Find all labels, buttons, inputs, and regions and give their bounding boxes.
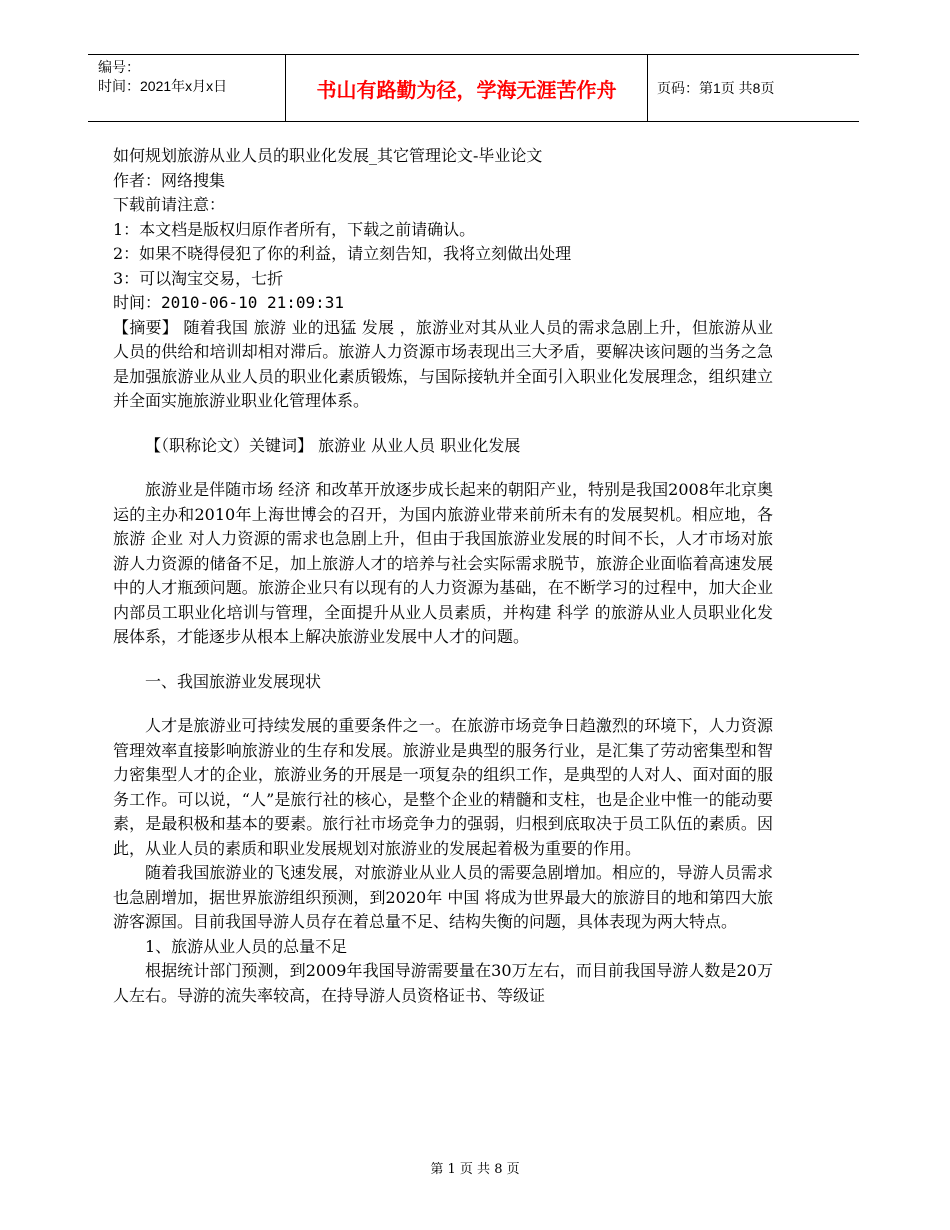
notice-heading: 下载前请注意： [113, 195, 226, 214]
document-number-label: 编号： [98, 59, 140, 75]
body-paragraph-1: 人才是旅游业可持续发展的重要条件之一。在旅游市场竞争日趋激烈的环境下，人力资源管理效率直接影响旅游业的生存和发展。旅游业是典型的服务行业，是汇集了劳动密集型和智力密集型人才的企业，旅游业务的开展是一项复杂的组织工作，是典型的人对人、面对面的服务工作。可以说，“人”是旅行社的核心，是整个企业的精髓和支柱，也是企业中惟一的能动要素，是最积极和基本的要素。旅行社市场竞争力的强弱，归根到底取决于员工队伍的素质。因此，从业人员的素质和职业发展规划对旅游业的发展起着极为重要的作用。 [113, 716, 773, 858]
document-title: 如何规划旅游从业人员的职业化发展_其它管理论文-毕业论文 [113, 146, 543, 165]
document-author: 作者：网络搜集 [113, 170, 226, 190]
body-paragraph-2: 随着我国旅游业的飞速发展，对旅游业从业人员的需要急剧增加。相应的，导游人员需求也急剧增加，据世界旅游组织预测，到2020年 中国 将成为世界最大的旅游目的地和第四大旅游客源国。目前我国导游人员存在着总量不足、结构失衡的问题，具体表现为两大特点。 [113, 863, 773, 931]
section-heading-1: 一、我国旅游业发展现状 [145, 671, 322, 691]
intro-paragraph: 旅游业是伴随市场 经济 和改革开放逐步成长起来的朝阳产业，特别是我国2008年北京奥运的主办和2010年上海世博会的召开，为国内旅游业带来前所未有的发展契机。相应地，各旅游 企业 对人力资源的需求也急剧上升，但由于我国旅游业发展的时间不长，人才市场对旅游人力资源的储备不足，加上旅游人才的培养与社会实际需求脱节，旅游企业面临着高速发展中的人才瓶颈问题。旅游企业只有以现有的人力资源为基础，在不断学习的过程中，加大企业内部员工职业化培训与管理，全面提升从业人员素质，并构建 科学 的旅游从业人员职业化发展体系，才能逐步从根本上解决旅游业发展中人才的问题。 [113, 480, 773, 646]
header-page-info: 页码：第1页 共8页 [657, 80, 775, 96]
document-body [113, 144, 773, 1008]
document-datetime: 时间：2010-06-10 21:09:31 [113, 293, 345, 312]
header-meta [88, 55, 285, 121]
page-footer: 第 1 页 共 8 页 [430, 1162, 520, 1177]
body-paragraph-3: 根据统计部门预测，到2009年我国导游需要量在30万左右，而目前我国导游人数是20万人左右。导游的流失率较高，在持导游人员资格证书、等级证 [113, 961, 773, 1005]
header-motto: 书山有路勤为径，学海无涯苦作舟 [285, 55, 648, 121]
notice-item-1: 1：本文档是版权归原作者所有，下载之前请确认。 [113, 219, 476, 239]
notice-item-3: 3：可以淘宝交易，七折 [113, 268, 284, 288]
subsection-heading-1: 1、旅游从业人员的总量不足 [145, 936, 348, 956]
keywords-line: 【（职称论文）关键词】 旅游业 从业人员 职业化发展 [145, 435, 521, 455]
header-table [88, 54, 859, 122]
abstract-paragraph: 【摘要】 随着我国 旅游 业的迅猛 发展 ，旅游业对其从业人员的需求急剧上升，但旅游从业人员的供给和培训却相对滞后。旅游人力资源市场表现出三大矛盾，要解决该问题的当务之急是加强旅游业从业人员的职业化素质锻炼，与国际接轨并全面引入职业化发展理念，组织建立并全面实施旅游业职业化管理体系。 [113, 317, 773, 410]
notice-item-2: 2：如果不晓得侵犯了你的利益，请立刻告知，我将立刻做出处理 [113, 244, 572, 263]
document-time-label: 时间：2021年x月x日 [98, 78, 228, 94]
